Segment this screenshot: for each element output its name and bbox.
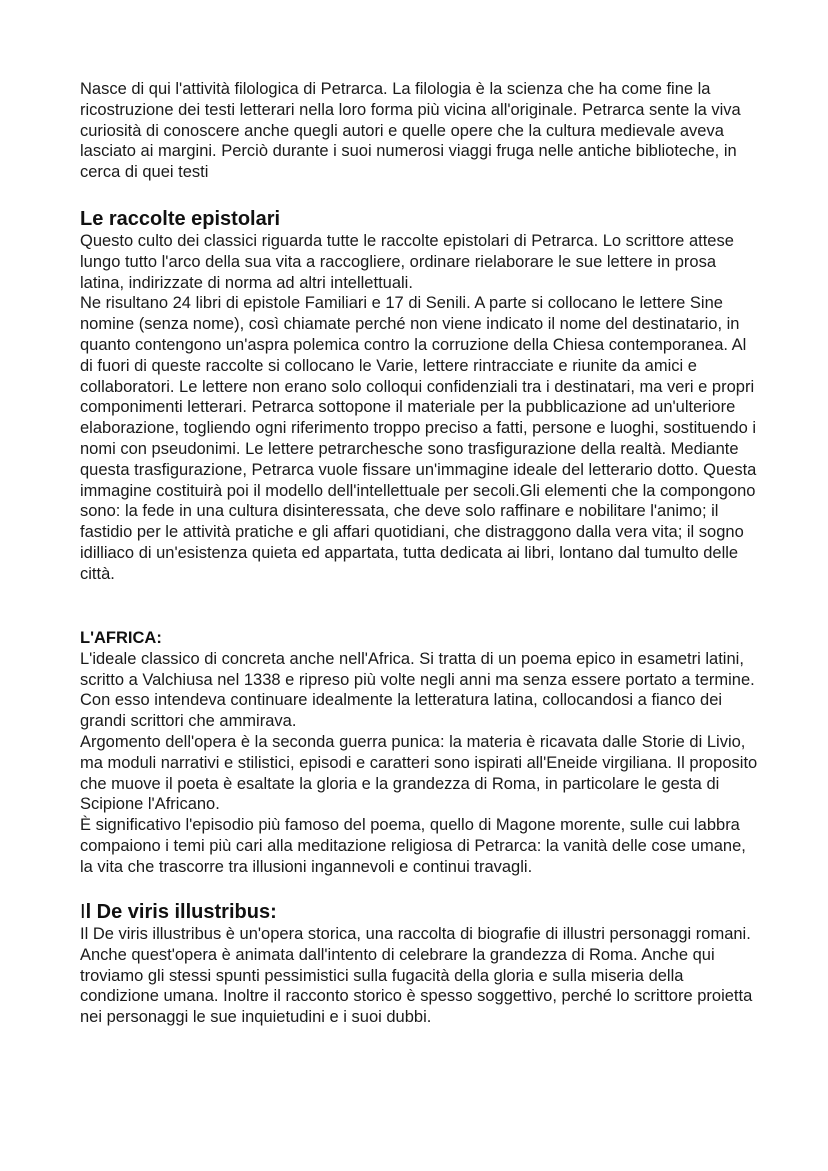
- section-paragraph: Ne risultano 24 libri di epistole Familiari e 17 di Senili. A parte si collocano le lettere Sine nomine (senza nome), così chiamate perché non viene indicato il nome del destinatario, in quanto contengono un'aspra polemica contro la corruzione della Chiesa contemporanea. Al di fuori di queste raccolte si collocano le Varie, lettere rintracciate e riunite da amici e collaboratori. Le lettere non erano solo colloqui confidenziali tra i destinatari, ma veri e propri componimenti letterari. Petrarca sottopone il materiale per la pubblicazione ad un'ulteriore elaborazione, togliendo ogni riferimento troppo preciso a fatti, persone e luoghi, sostituendo i nomi con pseudonimi. Le lettere petrarchesche sono trasfigurazione della realtà. Mediante questa trasfigurazione, Petrarca vuole fissare un'immagine ideale del letterario dotto. Questa immagine costituirà poi il modello dell'intellettuale per secoli.Gli elementi che la compongono sono: la fede in una cultura disinteressata, che deve solo raffinare e nobilitare l'animo; il fastidio per le attività pratiche e gli affari quotidiani, che distraggono dalla vera vita; il sogno idilliaco di un'esistenza quieta ed appartata, tutta dedicata ai libri, lontano dal tumulto delle città.: [80, 294, 757, 583]
- section-paragraph: Questo culto dei classici riguarda tutte le raccolte epistolari di Petrarca. Lo scrittore attese lungo tutto l'arco della sua vita a raccogliere, ordinare rielaborare le sue lettere in prosa latina, indirizzate di norma ad altri intellettuali.: [80, 232, 734, 292]
- section-africa: [80, 628, 760, 878]
- section-de-viris: [80, 900, 760, 1028]
- section-heading: [80, 900, 760, 924]
- section-paragraph: Il De viris illustribus è un'opera storica, una raccolta di biografie di illustri personaggi romani.: [80, 925, 751, 943]
- intro-paragraph: Nasce di qui l'attività filologica di Petrarca. La filologia è la scienza che ha come fine la ricostruzione dei testi letterari nella loro forma più vicina all'originale. Petrarca sente la viva curiosità di conoscere anche quegli autori e quelle opere che la cultura medievale aveva lasciato ai margini. Perciò durante i suoi numerosi viaggi fruga nelle antiche biblioteche, in cerca di quei testi: [80, 80, 741, 182]
- section-paragraph: L'ideale classico di concreta anche nell'Africa. Si tratta di un poema epico in esametri latini, scritto a Valchiusa nel 1338 e ripreso più volte negli anni ma senza essere portato a termine. Con esso intendeva continuare idealmente la letteratura latina, collocandosi a fianco dei grandi scrittori che ammirava.: [80, 649, 755, 731]
- intro-section: [80, 79, 760, 183]
- section-heading: L'AFRICA:: [80, 629, 162, 647]
- section-heading-lead: I: [80, 901, 86, 923]
- section-heading: Le raccolte epistolari: [80, 208, 281, 230]
- section-paragraph: Argomento dell'opera è la seconda guerra punica: la materia è ricavata dalle Storie di Livio, ma moduli narrativi e stilistici, episodi e caratteri sono ispirati all'Eneide virgiliana. Il proposito che muove il poeta è esaltate la gloria e la grandezza di Roma, in particolare le gesta di Scipione l'Africano.: [80, 732, 758, 814]
- section-heading-text: l De viris illustribus:: [85, 901, 277, 923]
- section-paragraph: Anche quest'opera è animata dall'intento di celebrare la grandezza di Roma. Anche qui troviamo gli stessi spunti pessimistici sulla fugacità della gloria e sulla miseria della condizione umana. Inoltre il racconto storico è spesso soggettivo, perché lo scrittore proietta nei personaggi le sue inquietudini e i suoi dubbi.: [80, 945, 753, 1027]
- section-paragraph: È significativo l'episodio più famoso del poema, quello di Magone morente, sulle cui labbra compaiono i temi più cari alla meditazione religiosa di Petrarca: la vanità delle cose umane, la vita che trascorre tra illusioni ingannevoli e continui travagli.: [80, 816, 746, 876]
- section-raccolte-epistolari: [80, 207, 760, 585]
